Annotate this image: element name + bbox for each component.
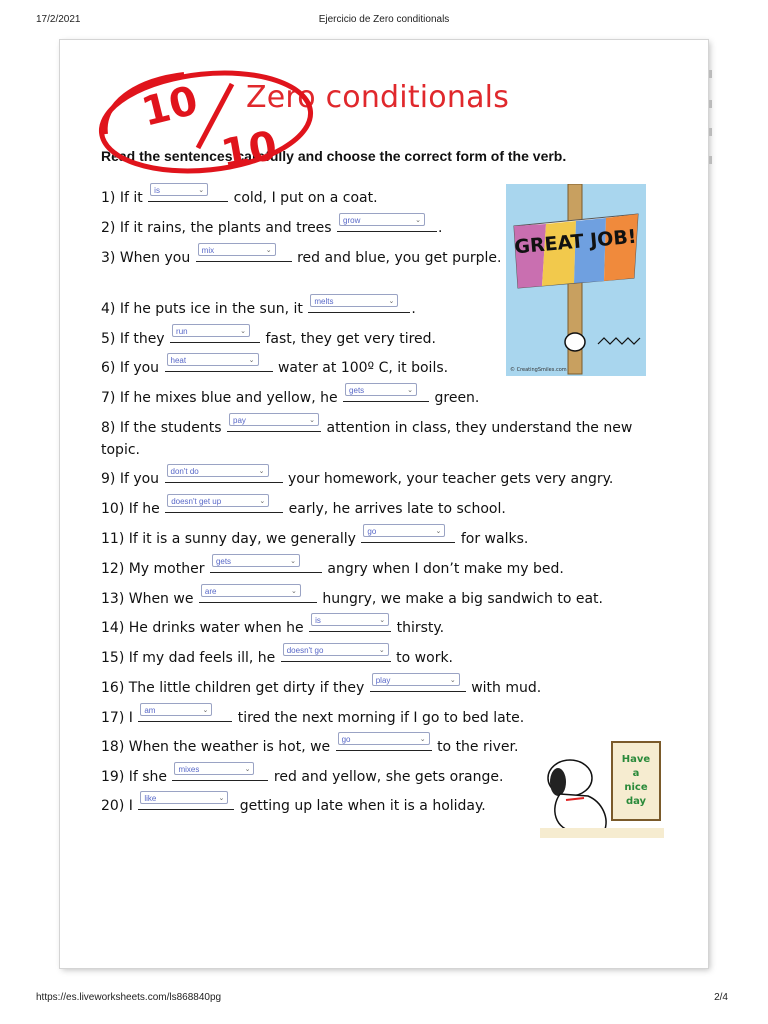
question-6 (101, 355, 646, 379)
question-9 (101, 466, 646, 490)
question-text: 13) When we (101, 591, 194, 607)
question-text: . (438, 220, 443, 236)
question-text: 17) I (101, 710, 133, 726)
question-text: 19) If she (101, 769, 168, 785)
page-edge-mark (709, 100, 712, 108)
question-text: for walks. (460, 531, 529, 547)
answer-select[interactable] (337, 215, 437, 232)
question-text: early, he arrives late to school. (288, 501, 506, 517)
chevron-down-icon: ⌄ (449, 677, 456, 684)
question-18 (101, 734, 646, 758)
question-text: attention in class, they understand the new topic. (101, 420, 633, 458)
answer-select[interactable] (281, 645, 391, 662)
worksheet-title: Zero conditionals (246, 80, 510, 115)
question-text: 10) If he (101, 501, 160, 517)
chevron-down-icon: ⌄ (258, 468, 265, 475)
chevron-down-icon: ⌄ (379, 617, 386, 624)
question-text: your homework, your teacher gets very angry. (287, 471, 614, 487)
selected-answer: go (341, 735, 351, 744)
selected-answer: is (315, 616, 321, 625)
selected-answer: are (204, 587, 217, 596)
chevron-down-icon: ⌄ (407, 387, 414, 394)
selected-answer: am (144, 706, 156, 715)
question-text: 11) If it is a sunny day, we generally (101, 531, 356, 547)
question-text: cold, I put on a coat. (233, 190, 378, 206)
question-text: red and blue, you get purple. (297, 250, 502, 266)
grade-score: 10 (137, 77, 203, 136)
answer-select[interactable] (308, 296, 410, 313)
selected-answer: mixes (178, 765, 200, 774)
page-edge-mark (709, 128, 712, 136)
question-text: 1) If it (101, 190, 143, 206)
answer-select[interactable] (165, 466, 283, 483)
question-4 (101, 296, 646, 320)
question-14 (101, 615, 646, 639)
chevron-down-icon: ⌄ (240, 328, 247, 335)
question-8 (101, 415, 646, 461)
answer-select[interactable] (361, 526, 455, 543)
selected-answer: like (144, 794, 157, 803)
question-text: tired the next morning if I go to bed late. (237, 710, 525, 726)
print-footer (0, 992, 768, 1012)
answer-select[interactable] (148, 185, 228, 202)
chevron-down-icon: ⌄ (244, 766, 251, 773)
question-16 (101, 675, 646, 699)
question-11 (101, 526, 646, 550)
print-url: https://es.liveworksheets.com/ls868840pg (36, 992, 222, 1003)
page-edge-mark (709, 156, 712, 164)
chevron-down-icon: ⌄ (248, 357, 255, 364)
great-job-credit: © CreatingSmiles.com (510, 367, 567, 373)
question-text: 4) If he puts ice in the sun, it (101, 301, 303, 317)
grade-stamp (94, 64, 320, 182)
question-text: 7) If he mixes blue and yellow, he (101, 390, 338, 406)
answer-select[interactable] (336, 734, 432, 751)
question-text: . (411, 301, 416, 317)
selected-answer: mix (201, 246, 215, 255)
chevron-down-icon: ⌄ (259, 498, 266, 505)
question-text: getting up late when it is a holiday. (239, 798, 486, 814)
chevron-down-icon: ⌄ (265, 247, 272, 254)
answer-select[interactable] (343, 385, 429, 402)
selected-answer: grow (343, 216, 361, 225)
chevron-down-icon: ⌄ (291, 588, 297, 595)
question-text: hungry, we make a big sandwich to eat. (322, 591, 603, 607)
print-title: Ejercicio de Zero conditionals (318, 14, 450, 25)
chevron-down-icon: ⌄ (290, 558, 296, 565)
chevron-down-icon: ⌄ (419, 736, 426, 743)
chevron-down-icon: ⌄ (435, 528, 442, 535)
selected-answer: pay (233, 416, 246, 425)
question-1 (101, 185, 646, 209)
question-20 (101, 793, 646, 817)
print-page-number: 2/4 (714, 992, 728, 1003)
selected-answer: doesn't go (286, 646, 324, 655)
question-12 (101, 556, 646, 580)
question-text: angry when I don’t make my bed. (327, 561, 564, 577)
answer-select[interactable] (309, 615, 391, 632)
chevron-down-icon: ⌄ (198, 187, 205, 194)
selected-answer: gets (215, 557, 232, 566)
question-17 (101, 705, 646, 729)
question-text: 20) I (101, 798, 133, 814)
snoopy-sign-text: a (632, 768, 640, 779)
selected-answer: run (176, 327, 188, 336)
question-10 (101, 496, 646, 520)
selected-answer: heat (170, 356, 187, 365)
answer-select[interactable] (370, 675, 466, 692)
chevron-down-icon: ⌄ (309, 417, 316, 424)
question-text: green. (434, 390, 480, 406)
chevron-down-icon: ⌄ (378, 647, 385, 654)
answer-select[interactable] (199, 586, 317, 603)
question-text: 8) If the students (101, 420, 222, 436)
question-19 (101, 764, 646, 788)
question-text: 15) If my dad feels ill, he (101, 650, 276, 666)
selected-answer: doesn't get up (171, 497, 222, 506)
answer-select[interactable] (210, 556, 322, 573)
question-text: 18) When the weather is hot, we (101, 739, 331, 755)
answer-select[interactable] (138, 705, 232, 722)
question-5 (101, 326, 646, 350)
worksheet-instructions: Read the sentences carefully and choose the correct form of the verb. (101, 148, 567, 164)
question-text: 9) If you (101, 471, 160, 487)
question-text: 5) If they (101, 331, 165, 347)
chevron-down-icon: ⌄ (202, 707, 209, 714)
question-text: to work. (396, 650, 454, 666)
selected-answer: don't do (170, 467, 199, 476)
answer-select[interactable] (227, 415, 321, 432)
question-text: fast, they get very tired. (265, 331, 437, 347)
answer-select[interactable] (170, 326, 260, 343)
answer-select[interactable] (138, 793, 234, 810)
selected-answer: gets (349, 386, 365, 395)
question-text: thirsty. (396, 620, 445, 636)
answer-select[interactable] (172, 764, 268, 781)
selected-answer: go (367, 527, 377, 536)
grade-total: 10 (217, 122, 281, 178)
snoopy-sign-text: day (625, 796, 647, 807)
question-text: with mud. (471, 680, 542, 696)
chevron-down-icon: ⌄ (218, 795, 225, 802)
question-text: to the river. (437, 739, 519, 755)
question-2 (101, 215, 646, 239)
chevron-down-icon: ⌄ (388, 298, 395, 305)
question-text: 3) When you (101, 250, 191, 266)
selected-answer: melts (314, 297, 334, 306)
grade-circle (97, 64, 316, 181)
snoopy-sign-text: nice (624, 782, 648, 793)
selected-answer: is (154, 186, 160, 195)
answer-select[interactable] (165, 496, 283, 513)
print-date: 17/2/2021 (36, 14, 81, 25)
question-15 (101, 645, 646, 669)
question-text: 12) My mother (101, 561, 205, 577)
question-3 (101, 245, 646, 269)
question-13 (101, 586, 646, 610)
question-text: 16) The little children get dirty if they (101, 680, 365, 696)
question-text: 14) He drinks water when he (101, 620, 304, 636)
question-text: 2) If it rains, the plants and trees (101, 220, 332, 236)
great-job-text: GREAT JOB! (513, 225, 638, 259)
snoopy-sign-text: Have (621, 754, 651, 765)
print-header (0, 14, 768, 34)
question-text: 6) If you (101, 360, 160, 376)
answer-select[interactable] (165, 355, 273, 372)
answer-select[interactable] (196, 245, 292, 262)
page-edge-mark (709, 70, 712, 78)
selected-answer: play (375, 676, 391, 685)
question-7 (101, 385, 646, 409)
question-text: red and yellow, she gets orange. (273, 769, 504, 785)
question-text: water at 100º C, it boils. (277, 360, 449, 376)
chevron-down-icon: ⌄ (415, 217, 422, 224)
